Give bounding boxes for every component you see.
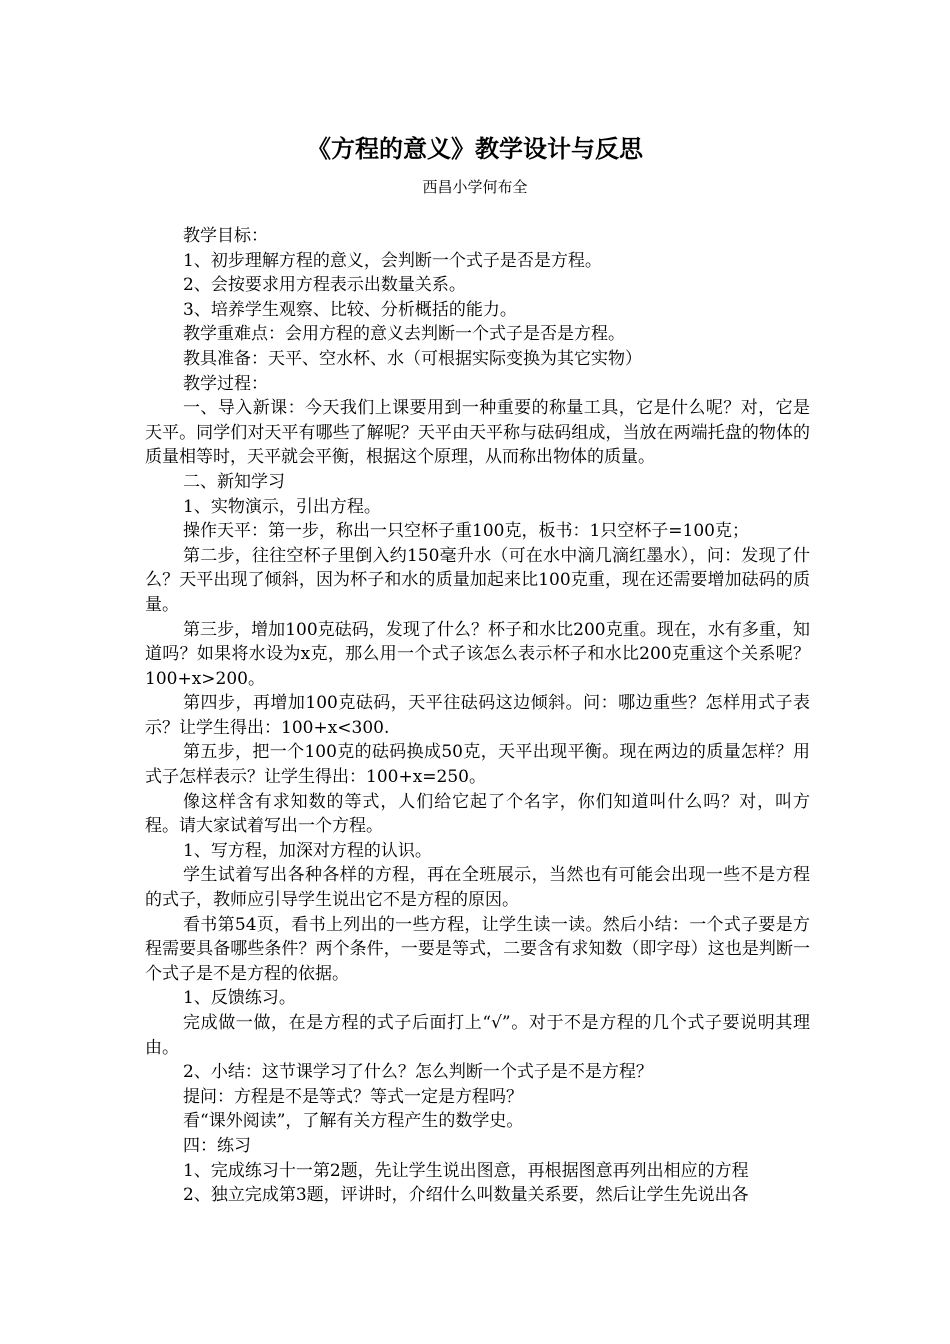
paragraph: 1、反馈练习。 [183,988,296,1009]
paragraph: 教学过程： [183,373,268,394]
paragraph: 2、小结：这节课学习了什么？怎么判断一个式子是不是方程？ [183,1062,653,1083]
paragraph: 四：练习 [183,1135,251,1156]
paragraph: 看书第54页，看书上列出的一些方程，让学生读一读。然后小结：一个式子要是方程需要具备哪些条件？两个条件，一要是等式，二要含有求知数（即字母）这也是判断一个式子是不是方程的依据。 [145,914,810,984]
paragraph: 像这样含有求知数的等式，人们给它起了个名字，你们知道叫什么吗？对，叫方程。请大家试着写出一个方程。 [145,791,810,837]
paragraph: 2、独立完成第3题，评讲时，介绍什么叫数量关系要，然后让学生先说出各 [183,1185,749,1206]
paragraph: 教具准备：天平、空水杯、水（可根据实际变换为其它实物） [183,348,642,369]
paragraph: 看“课外阅读”，了解有关方程产生的数学史。 [183,1111,524,1132]
paragraph: 第二步，往往空杯子里倒入约150毫升水（可在水中滴几滴红墨水），问：发现了什么？天平出现了倾斜，因为杯子和水的质量加起来比100克重，现在还需要增加砝码的质量。 [145,545,810,615]
document-title: 《方程的意义》教学设计与反思 [307,135,643,163]
paragraph: 第五步，把一个100克的砝码换成50克，天平出现平衡。现在两边的质量怎样？用式子怎样表示？让学生得出：100+x=250。 [145,742,810,788]
paragraph: 操作天平：第一步，称出一只空杯子重100克，板书：1只空杯子=100克； [183,521,749,542]
paragraph: 1、完成练习十一第2题，先让学生说出图意，再根据图意再列出相应的方程 [183,1160,749,1181]
paragraph: 提问：方程是不是等式？等式一定是方程吗？ [183,1086,523,1107]
paragraph: 2、会按要求用方程表示出数量关系。 [183,275,466,296]
paragraph: 3、培养学生观察、比较、分析概括的能力。 [183,299,517,320]
paragraph: 1、初步理解方程的意义，会判断一个式子是否是方程。 [183,250,602,271]
paragraph: 二、新知学习 [183,471,285,492]
paragraph: 一、导入新课：今天我们上课要用到一种重要的称量工具，它是什么呢？对，它是天平。同学们对天平有哪些了解呢？天平由天平称与砝码组成，当放在两端托盘的物体的质量相等时，天平就会平衡，根据这个原理，从而称出物体的质量。 [145,398,810,468]
paragraph: 学生试着写出各种各样的方程，再在全班展示，当然也有可能会出现一些不是方程的式子，教师应引导学生说出它不是方程的原因。 [145,865,810,911]
document-author: 西昌小学何布全 [422,178,528,196]
document-body [145,224,810,1208]
paragraph: 1、实物演示，引出方程。 [183,496,381,517]
paragraph: 第三步，增加100克砝码，发现了什么？杯子和水比200克重。现在，水有多重，知道吗？如果将水设为x克，那么用一个式子该怎么表示杯子和水比200克重这个关系呢？100+x>200。 [145,619,810,689]
paragraph: 1、写方程，加深对方程的认识。 [183,840,432,861]
paragraph: 教学重难点：会用方程的意义去判断一个式子是否是方程。 [183,324,625,345]
paragraph: 教学目标： [183,226,268,246]
paragraph: 第四步，再增加100克砝码，天平往砝码这边倾斜。问：哪边重些？怎样用式子表示？让学生得出：100+x<300. [145,693,810,738]
paragraph: 完成做一做，在是方程的式子后面打上“√”。对于不是方程的几个式子要说明其理由。 [145,1013,810,1058]
